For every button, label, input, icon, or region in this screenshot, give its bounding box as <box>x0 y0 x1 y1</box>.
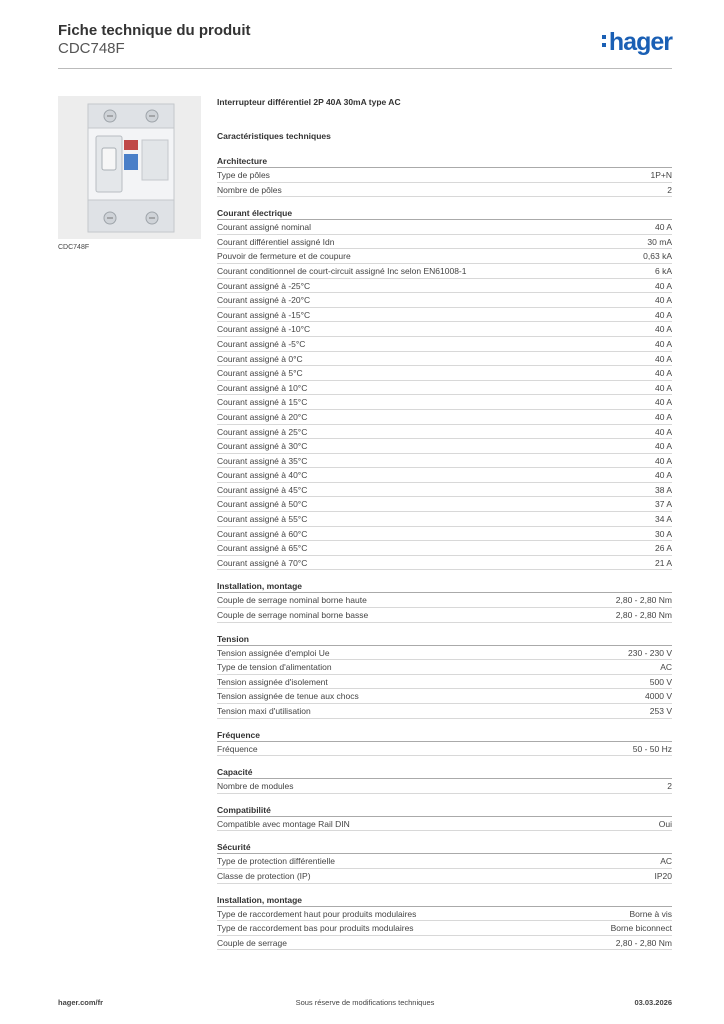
spec-label: Tension assignée d'isolement <box>217 676 328 687</box>
spec-row <box>217 742 672 757</box>
spec-row <box>217 439 672 454</box>
spec-label: Couple de serrage nominal borne haute <box>217 595 367 606</box>
spec-label: Type de raccordement haut pour produits modulaires <box>217 908 417 919</box>
spec-value: Oui <box>658 818 672 829</box>
spec-row <box>217 704 672 719</box>
footer-disclaimer: Sous réserve de modifications techniques <box>295 998 435 1007</box>
spec-value: IP20 <box>654 870 672 881</box>
spec-row <box>217 235 672 250</box>
section-title: Courant électrique <box>217 207 672 220</box>
spec-label: Type de raccordement bas pour produits modulaires <box>217 923 414 934</box>
spec-row <box>217 556 672 571</box>
spec-label: Courant assigné à 0°C <box>217 353 303 364</box>
product-name: Interrupteur différentiel 2P 40A 30mA type AC <box>217 97 401 107</box>
spec-label: Courant assigné à -15°C <box>217 309 311 320</box>
spec-label: Courant assigné à 25°C <box>217 426 308 437</box>
spec-label: Nombre de modules <box>217 781 294 792</box>
spec-section <box>217 766 672 794</box>
spec-row <box>217 454 672 469</box>
spec-value: 40 A <box>654 309 672 320</box>
spec-value: 34 A <box>654 514 672 525</box>
spec-section <box>217 155 672 197</box>
section-title: Tension <box>217 633 672 646</box>
section-title: Sécurité <box>217 841 672 854</box>
spec-label: Tension assignée d'emploi Ue <box>217 647 330 658</box>
characteristics-heading: Caractéristiques techniques <box>217 131 331 141</box>
spec-section <box>217 841 672 883</box>
spec-label: Courant assigné à 20°C <box>217 411 308 422</box>
spec-value: 230 - 230 V <box>628 647 672 658</box>
spec-label: Courant assigné nominal <box>217 222 312 233</box>
spec-label: Courant différentiel assigné Idn <box>217 236 335 247</box>
spec-value: 2,80 - 2,80 Nm <box>615 937 672 948</box>
spec-row <box>217 527 672 542</box>
spec-row <box>217 675 672 690</box>
spec-value: 253 V <box>649 706 672 716</box>
spec-value: Borne biconnect <box>610 923 672 934</box>
section-title: Capacité <box>217 766 672 779</box>
spec-row <box>217 381 672 396</box>
section-title: Compatibilité <box>217 804 672 817</box>
section-title: Installation, montage <box>217 580 672 593</box>
spec-row <box>217 921 672 936</box>
spec-value: 2,80 - 2,80 Nm <box>615 595 672 606</box>
spec-label: Pouvoir de fermeture et de coupure <box>217 251 351 262</box>
spec-label: Courant assigné à 30°C <box>217 441 308 452</box>
page-header <box>58 22 672 68</box>
spec-label: Classe de protection (IP) <box>217 870 311 881</box>
spec-row <box>217 936 672 951</box>
spec-row <box>217 497 672 512</box>
spec-row <box>217 512 672 527</box>
spec-row <box>217 483 672 498</box>
spec-label: Courant assigné à -5°C <box>217 338 306 349</box>
spec-row <box>217 410 672 425</box>
spec-label: Compatible avec montage Rail DIN <box>217 818 350 829</box>
spec-value: 40 A <box>654 382 672 393</box>
spec-value: 30 A <box>654 528 672 539</box>
spec-row <box>217 293 672 308</box>
spec-section <box>217 207 672 570</box>
spec-row <box>217 308 672 323</box>
spec-label: Couple de serrage nominal borne basse <box>217 610 369 621</box>
spec-label: Couple de serrage <box>217 937 287 948</box>
spec-row <box>217 183 672 198</box>
spec-value: 2 <box>667 781 672 792</box>
spec-row <box>217 425 672 440</box>
spec-label: Tension assignée de tenue aux chocs <box>217 691 359 702</box>
hager-logo: hager <box>602 28 672 57</box>
spec-row <box>217 168 672 183</box>
spec-value: 40 A <box>654 411 672 422</box>
spec-value: 37 A <box>654 499 672 510</box>
spec-label: Courant assigné à 50°C <box>217 499 308 510</box>
spec-label: Courant conditionnel de court-circuit assigné Inc selon EN61008-1 <box>217 265 467 276</box>
spec-row <box>217 608 672 623</box>
spec-row <box>217 907 672 922</box>
spec-label: Type de pôles <box>217 170 270 180</box>
spec-row <box>217 337 672 352</box>
spec-value: 40 A <box>654 222 672 233</box>
spec-section <box>217 894 672 951</box>
spec-value: 40 A <box>654 353 672 364</box>
spec-section <box>217 633 672 719</box>
spec-value: 40 A <box>654 455 672 466</box>
residual-current-switch-icon <box>58 96 201 239</box>
section-title: Fréquence <box>217 729 672 742</box>
spec-label: Courant assigné à -10°C <box>217 324 311 335</box>
section-title: Architecture <box>217 155 672 168</box>
spec-row <box>217 779 672 794</box>
spec-label: Courant assigné à 40°C <box>217 470 308 481</box>
spec-section <box>217 804 672 832</box>
spec-label: Courant assigné à 55°C <box>217 514 308 525</box>
footer-date: 03.03.2026 <box>634 998 672 1007</box>
spec-row <box>217 854 672 869</box>
spec-label: Type de protection différentielle <box>217 856 335 867</box>
spec-row <box>217 264 672 279</box>
spec-row <box>217 279 672 294</box>
spec-row <box>217 541 672 556</box>
product-image <box>58 96 201 239</box>
spec-section <box>217 729 672 757</box>
spec-value: 2,80 - 2,80 Nm <box>615 610 672 621</box>
spec-value: 26 A <box>654 543 672 554</box>
spec-label: Courant assigné à 45°C <box>217 484 308 495</box>
spec-label: Courant assigné à 65°C <box>217 543 308 554</box>
spec-value: 40 A <box>654 441 672 452</box>
spec-row <box>217 593 672 608</box>
spec-label: Nombre de pôles <box>217 184 282 195</box>
spec-content <box>217 96 672 960</box>
spec-value: 40 A <box>654 324 672 335</box>
logo-dots-icon <box>602 35 607 51</box>
spec-row <box>217 249 672 264</box>
spec-value: 50 - 50 Hz <box>632 743 672 754</box>
spec-value: 500 V <box>649 676 672 687</box>
spec-row <box>217 220 672 235</box>
spec-label: Courant assigné à -20°C <box>217 295 311 306</box>
spec-label: Fréquence <box>217 743 258 754</box>
spec-row <box>217 689 672 704</box>
spec-value: 2 <box>667 184 672 195</box>
spec-value: 40 A <box>654 338 672 349</box>
spec-row <box>217 468 672 483</box>
spec-row <box>217 660 672 675</box>
spec-row <box>217 646 672 661</box>
spec-value: Borne à vis <box>629 908 672 919</box>
spec-value: 40 A <box>654 295 672 306</box>
spec-value: 40 A <box>654 280 672 291</box>
spec-label: Courant assigné à 10°C <box>217 382 308 393</box>
spec-label: Type de tension d'alimentation <box>217 662 332 673</box>
spec-value: 38 A <box>654 484 672 495</box>
spec-value: 40 A <box>654 397 672 408</box>
spec-value: 21 A <box>654 557 672 568</box>
spec-value: 4000 V <box>645 691 672 702</box>
product-image-caption: CDC748F <box>58 244 90 251</box>
header-divider <box>58 68 672 69</box>
spec-label: Courant assigné à 60°C <box>217 528 308 539</box>
spec-value: 30 mA <box>647 236 672 247</box>
spec-label: Courant assigné à 15°C <box>217 397 308 408</box>
product-reference: CDC748F <box>58 40 125 57</box>
spec-value: 6 kA <box>654 265 672 276</box>
spec-value: 40 A <box>654 368 672 379</box>
spec-label: Courant assigné à 35°C <box>217 455 308 466</box>
footer-website: hager.com/fr <box>58 998 104 1007</box>
spec-section <box>217 580 672 622</box>
spec-value: 0,63 kA <box>643 251 672 262</box>
spec-value: 40 A <box>654 426 672 437</box>
spec-row <box>217 869 672 884</box>
spec-sections <box>217 155 672 950</box>
spec-value: AC <box>660 662 672 673</box>
spec-label: Courant assigné à 5°C <box>217 368 303 379</box>
spec-label: Tension maxi d'utilisation <box>217 706 311 716</box>
spec-value: AC <box>660 856 672 867</box>
spec-row <box>217 395 672 410</box>
section-title: Installation, montage <box>217 894 672 907</box>
spec-label: Courant assigné à 70°C <box>217 557 308 568</box>
spec-row <box>217 366 672 381</box>
spec-label: Courant assigné à -25°C <box>217 280 311 291</box>
spec-row <box>217 322 672 337</box>
spec-value: 40 A <box>654 470 672 481</box>
spec-row <box>217 352 672 367</box>
spec-row <box>217 817 672 832</box>
page-title: Fiche technique du produit <box>58 22 251 39</box>
spec-value: 1P+N <box>650 170 672 180</box>
